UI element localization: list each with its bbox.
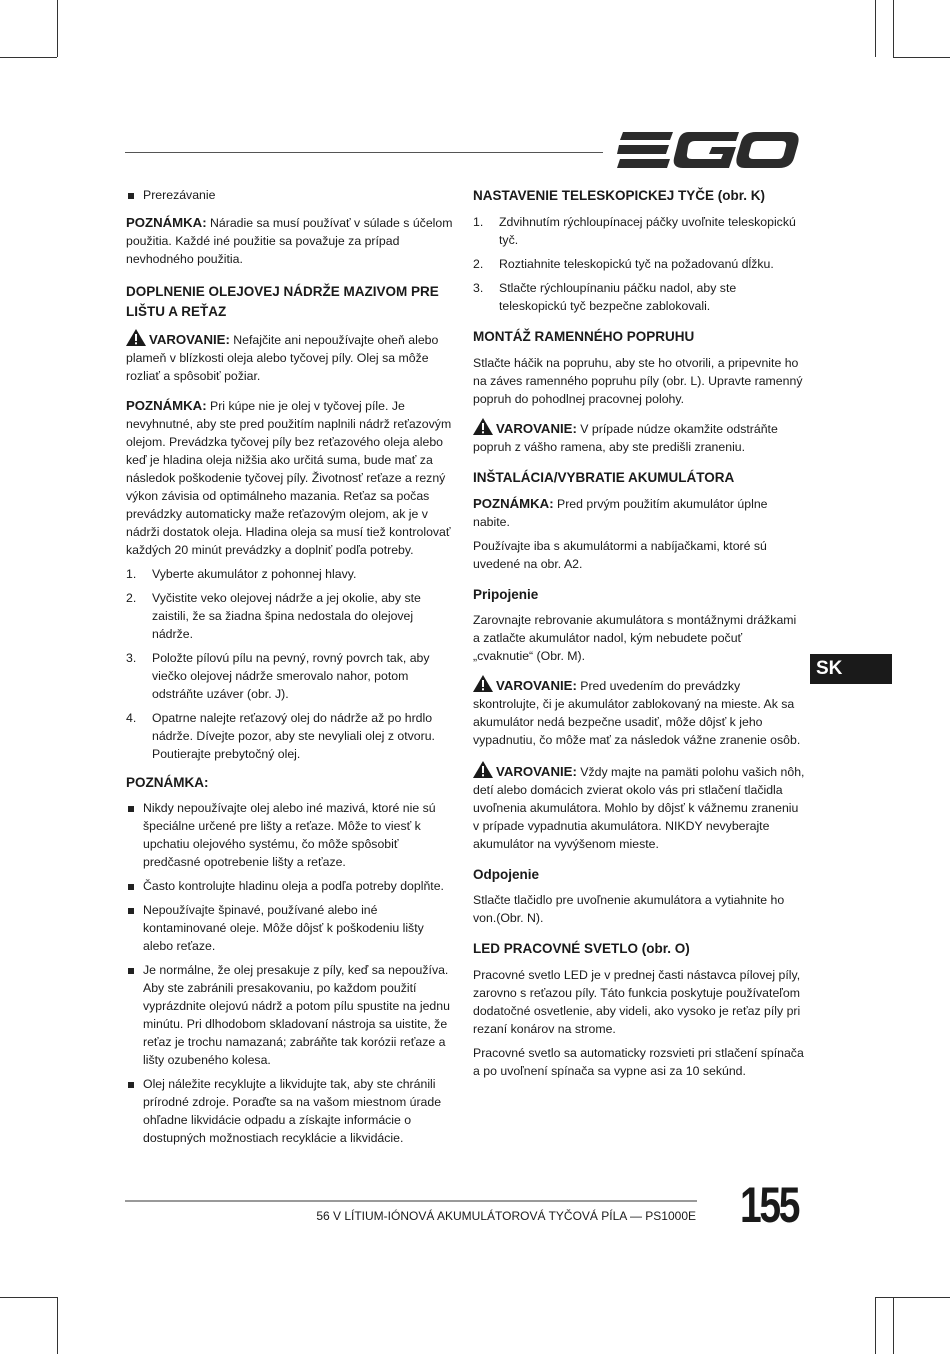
note-paragraph	[126, 397, 456, 559]
note-text: Pri kúpe nie je olej v tyčovej píle. Je nevyhnutné, aby ste pred použitím naplnili nádrž reťazovým olejom. Prevádzka tyčovej píly bez reťazového oleja alebo keď je hladina oleja nižšia ako určitá suma, bude mať za následok poškodenie tyčovej píly. Životnosť reťaze a rezný výkon závisia od optimálneho mazania. Reťaz sa počas prevádzky automaticky maže reťazovým olejom, ak je v nádrži dostatok oleja. Hladina oleja sa musí tiež kontrolovať každých 20 minút prevádzky a doplniť podľa potreby.	[126, 399, 452, 557]
warning-paragraph	[473, 675, 805, 749]
subheading-detach: Odpojenie	[473, 867, 540, 882]
crop-mark	[0, 1297, 57, 1298]
page-number: 155	[740, 1177, 799, 1233]
attach-paragraph: Zarovnajte rebrovanie akumulátora s montážnymi drážkami a zatlačte akumulátor nadol, kým nebudete počuť „cvaknutie“ (Obr. M).	[473, 613, 797, 663]
list-item: Nikdy nepoužívajte olej alebo iné mazivá, ktoré nie sú špeciálne určené pre lišty a reťaze. Môže to viesť k upchatiu olejového systému, čo môže spôsobiť predčasné opotrebenie lišty a reťaze.	[126, 799, 456, 871]
note-bullets	[126, 799, 456, 1147]
list-item	[126, 589, 456, 643]
language-tab: SK	[810, 654, 892, 684]
crop-mark	[893, 57, 950, 58]
step-text: Roztiahnite teleskopickú tyč na požadovanú dĺžku.	[499, 257, 774, 271]
step-text: Položte pílovú pílu na pevný, rovný povrch tak, aby viečko olejovej nádrže smerovalo nahor, potom odstráňte uzáver (obr. J).	[152, 651, 430, 701]
step-number: 4.	[126, 711, 137, 725]
note-paragraph	[473, 495, 805, 531]
header-rule	[125, 152, 603, 153]
crop-mark	[893, 1297, 894, 1354]
footer-rule	[125, 1200, 697, 1202]
step-number: 2.	[473, 257, 484, 271]
warning-icon	[126, 329, 146, 346]
list-item	[126, 709, 456, 763]
crop-mark	[0, 57, 57, 58]
crop-mark	[57, 1297, 58, 1354]
step-text: Zdvihnutím rýchloupínacej páčky uvoľnite teleskopickú tyč.	[499, 215, 796, 247]
note-heading: POZNÁMKA:	[126, 775, 209, 790]
note-label: POZNÁMKA:	[473, 496, 554, 511]
warning-icon	[473, 675, 493, 692]
warning-text: Nefajčite ani nepoužívajte oheň alebo plameň v blízkosti oleja alebo tyčovej píly. Olej sa môže rozliať a spôsobiť požiar.	[126, 333, 439, 383]
section-heading-led: LED PRACOVNÉ SVETLO (obr. O)	[473, 941, 690, 956]
note-label: POZNÁMKA:	[126, 215, 207, 230]
crop-mark	[893, 0, 894, 57]
warning-label: VAROVANIE:	[496, 678, 577, 693]
warning-text: Pred uvedením do prevádzky skontrolujte, či je akumulátor zablokovaný na mieste. Ak sa akumulátor nedá bezpečne usadiť, môže dôjsť k jeho vypadnutiu, čo môže mať za následok vážne zranenie osôb.	[473, 679, 801, 747]
section-heading-oil: DOPLNENIE OLEJOVEJ NÁDRŽE MAZIVOM PRE LIŠTU A REŤAZ	[126, 284, 439, 319]
crop-mark	[875, 0, 876, 57]
list-item	[126, 565, 456, 583]
section-heading-strap: MONTÁŽ RAMENNÉHO POPRUHU	[473, 329, 695, 344]
step-number: 3.	[126, 651, 137, 665]
footer-title: 56 V LÍTIUM-IÓNOVÁ AKUMULÁTOROVÁ TYČOVÁ PÍLA — PS1000E	[316, 1209, 696, 1223]
warning-text: V prípade núdze okamžite odstráňte popruh z vášho ramena, aby ste predišli zraneniu.	[473, 422, 778, 454]
note-paragraph	[126, 214, 456, 268]
oil-steps	[126, 565, 456, 763]
warning-icon	[473, 761, 493, 778]
step-text: Vyberte akumulátor z pohonnej hlavy.	[152, 567, 357, 581]
warning-icon	[473, 418, 493, 435]
step-number: 1.	[126, 567, 137, 581]
list-item: Nepoužívajte špinavé, používané alebo iné kontaminované oleje. Môže dôjsť k poškodeniu lišty alebo reťaze.	[126, 901, 456, 955]
intro-bullets	[126, 186, 456, 204]
left-column	[126, 186, 456, 1153]
step-number: 1.	[473, 215, 484, 229]
warning-text: Vždy majte na pamäti polohu vašich nôh, detí alebo domácich zvierat okolo vás pri stlačení tlačidla uvoľnenia akumulátora. Mohlo by dôjsť k vážnemu zraneniu v prípade vypadnutia akumulátora. NIKDY nevyberajte akumulátor na vyvýšenom mieste.	[473, 765, 805, 851]
right-column	[473, 186, 805, 1086]
strap-paragraph: Stlačte háčik na popruhu, aby ste ho otvorili, a pripevnite ho na záves ramenného popruhu píly (obr. L). Upravte ramenný popruh do pohodlnej pracovnej polohy.	[473, 356, 803, 406]
list-item	[473, 279, 805, 315]
telescopic-steps	[473, 213, 805, 315]
step-text: Stlačte rýchloupínaniu páčku nadol, aby ste teleskopickú tyč bezpečne zablokovali.	[499, 281, 737, 313]
crop-mark	[57, 0, 58, 57]
list-item: Prerezávanie	[126, 186, 456, 204]
list-item: Často kontrolujte hladinu oleja a podľa potreby doplňte.	[126, 877, 456, 895]
warning-paragraph	[126, 329, 456, 385]
step-number: 2.	[126, 591, 137, 605]
list-item	[473, 213, 805, 249]
led-paragraph: Pracovné svetlo sa automaticky rozsvieti pri stlačení spínača a po uvoľnení spínača sa vypne asi za 10 sekúnd.	[473, 1046, 804, 1078]
warning-paragraph	[473, 761, 805, 853]
note-text: Pred prvým použitím akumulátor úplne nabite.	[473, 497, 768, 529]
warning-label: VAROVANIE:	[149, 332, 230, 347]
section-heading-battery: INŠTALÁCIA/VYBRATIE AKUMULÁTORA	[473, 470, 735, 485]
warning-paragraph	[473, 418, 805, 456]
crop-mark	[875, 1297, 876, 1354]
step-text: Vyčistite veko olejovej nádrže a jej okolie, aby ste zaistili, že sa žiadna špina nedostala do olejovej nádrže.	[152, 591, 421, 641]
battery-paragraph: Používajte iba s akumulátormi a nabíjačkami, ktoré sú uvedené na obr. A2.	[473, 539, 767, 571]
list-item: Olej náležite recyklujte a likvidujte tak, aby ste chránili prírodné zdroje. Poraďte sa na vašom miestnom úrade ohľadne likvidácie odpadu a získajte informácie o dostupných možnostiach recyklácie a likvidácie.	[126, 1075, 456, 1147]
step-number: 3.	[473, 281, 484, 295]
detach-paragraph: Stlačte tlačidlo pre uvoľnenie akumulátora a vytiahnite ho von.(Obr. N).	[473, 893, 785, 925]
note-text: Náradie sa musí používať v súlade s účelom použitia. Každé iné použitie sa považuje za prípad nevhodného použitia.	[126, 216, 453, 266]
list-item: Je normálne, že olej presakuje z píly, keď sa nepoužíva. Aby ste zabránili presakovaniu, po každom použití vyprázdnite olejovú nádrž a potom pílu spustite na jednu minútu. Pri dlhodobom skladovaní nástroja sa uistite, že reťaz je trochu namazaná; zabráňte tak korózii reťaze a lišty ozubeného kolesa.	[126, 961, 456, 1069]
warning-label: VAROVANIE:	[496, 421, 577, 436]
ego-logo	[617, 128, 800, 172]
warning-label: VAROVANIE:	[496, 764, 577, 779]
step-text: Opatrne nalejte reťazový olej do nádrže až po hrdlo nádrže. Dívejte pozor, aby ste nevyliali olej z otvoru. Poutierajte prebytočný olej.	[152, 711, 435, 761]
section-heading-telescopic: NASTAVENIE TELESKOPICKEJ TYČE (obr. K)	[473, 188, 766, 203]
note-label: POZNÁMKA:	[126, 398, 207, 413]
crop-mark	[875, 1297, 950, 1298]
led-paragraph: Pracovné svetlo LED je v prednej časti nástavca pílovej píly, zarovno s reťazou píly. Táto funkcia poskytuje používateľom dodatočné osvetlenie, aby videli, ako vysoko je reťaz píly pri rezaní konárov na strome.	[473, 968, 801, 1036]
list-item	[473, 255, 805, 273]
list-item	[126, 649, 456, 703]
subheading-attach: Pripojenie	[473, 587, 539, 602]
